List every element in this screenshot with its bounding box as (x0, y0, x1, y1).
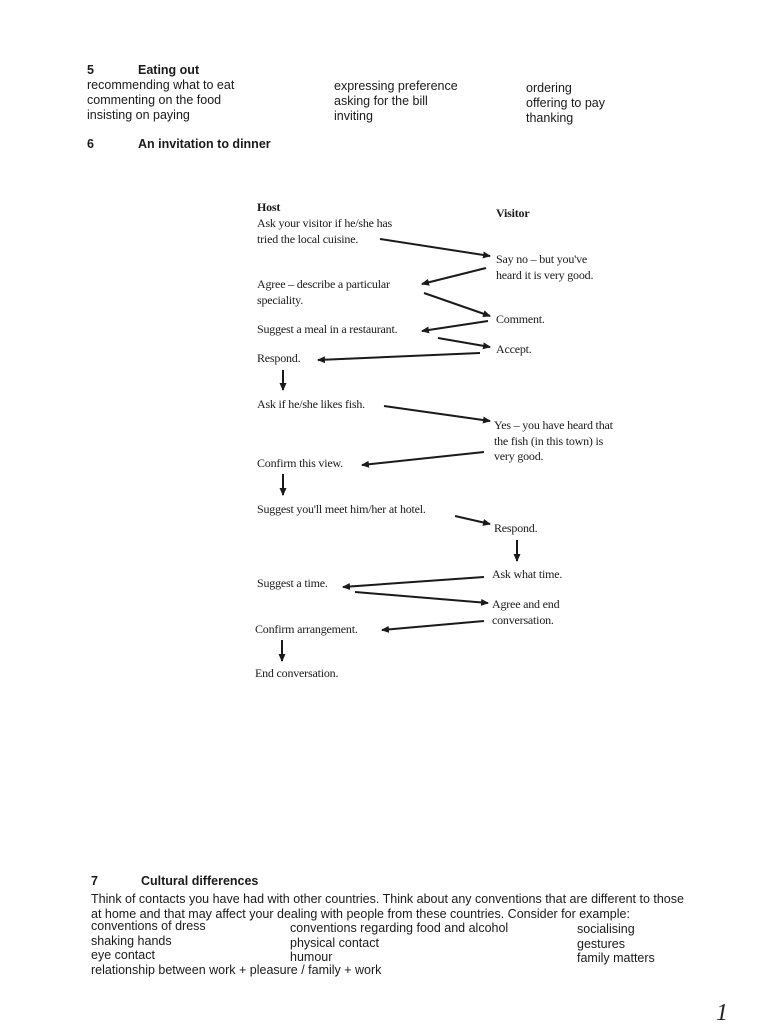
arrow-suggest-hotel-to-respond (455, 516, 490, 524)
section-7-col-2 (290, 921, 508, 965)
section-6-number: 6 (87, 137, 94, 151)
section-7-title: Cultural differences (141, 874, 259, 888)
arrow-suggest-meal-to-accept (438, 338, 490, 347)
list-item: conventions regarding food and alcohol (290, 921, 509, 935)
arrow-say-no-to-agree (422, 268, 486, 284)
section-7-number: 7 (91, 874, 98, 888)
host-heading: Host (257, 200, 281, 214)
section-7-col-3 (577, 922, 655, 966)
host-step-ask-cuisine: Ask your visitor if he/she has tried the local cuisine. (257, 216, 392, 246)
visitor-step-comment: Comment. (496, 312, 545, 326)
list-item: socialising (577, 922, 635, 936)
visitor-step-respond: Respond. (494, 521, 538, 535)
visitor-step-agree-end: Agree and end conversation. (492, 597, 560, 627)
section-5-number: 5 (87, 63, 94, 77)
host-step-respond: Respond. (257, 351, 301, 365)
arrow-speciality-to-comment (424, 293, 490, 316)
visitor-step-accept: Accept. (496, 342, 532, 356)
list-item: family matters (577, 951, 655, 965)
arrow-comment-to-suggest-meal (422, 321, 488, 331)
list-item: offering to pay (526, 96, 605, 110)
list-item: inviting (334, 109, 373, 123)
list-item: commenting on the food (87, 93, 222, 107)
arrow-ask-time-to-suggest-time (343, 577, 484, 587)
host-step-suggest-hotel: Suggest you'll meet him/her at hotel. (257, 502, 426, 516)
host-step-end-conversation: End conversation. (255, 666, 339, 680)
section-7-intro: Think of contacts you have had with other countries. Think about any conventions that are different to those at home and that may affect your dealing with people from these countries. Consider for example: (91, 892, 684, 921)
page-number: 1 (716, 1000, 728, 1026)
visitor-step-yes-fish: Yes – you have heard that the fish (in this town) is very good. (494, 418, 613, 463)
arrow-accept-to-respond (318, 353, 480, 360)
arrow-cuisine-to-say-no (380, 239, 490, 256)
visitor-step-ask-time: Ask what time. (492, 567, 563, 581)
list-item: shaking hands (91, 933, 172, 948)
host-step-confirm-arrangement: Confirm arrangement. (255, 622, 358, 636)
section-5-title: Eating out (138, 63, 200, 77)
arrow-agree-to-confirm-arrangement (382, 621, 484, 630)
list-item: gestures (577, 936, 625, 951)
arrow-yes-to-confirm-view (362, 452, 484, 465)
list-item: asking for the bill (334, 94, 428, 108)
list-item: physical contact (290, 935, 379, 950)
list-item: eye contact (91, 948, 155, 962)
list-item: ordering (526, 81, 572, 95)
list-item: relationship between work + pleasure / family + work (91, 962, 382, 977)
host-step-agree-speciality: Agree – describe a particular speciality. (257, 277, 390, 307)
list-item: conventions of dress (91, 919, 206, 933)
host-step-suggest-time: Suggest a time. (257, 576, 328, 590)
visitor-step-say-no: Say no – but you've heard it is very good. (496, 252, 594, 282)
section-6-title: An invitation to dinner (138, 137, 271, 151)
list-item: thanking (526, 111, 574, 125)
visitor-heading: Visitor (496, 206, 530, 220)
arrow-ask-fish-to-yes (384, 406, 490, 421)
list-item: expressing preference (334, 79, 458, 93)
list-item: recommending what to eat (87, 78, 235, 92)
list-item: humour (290, 950, 333, 964)
list-item: insisting on paying (87, 108, 190, 122)
host-step-confirm-view: Confirm this view. (257, 456, 343, 470)
host-step-ask-fish: Ask if he/she likes fish. (257, 397, 365, 411)
host-step-suggest-meal: Suggest a meal in a restaurant. (257, 322, 398, 336)
arrow-suggest-time-to-agree (355, 592, 488, 603)
